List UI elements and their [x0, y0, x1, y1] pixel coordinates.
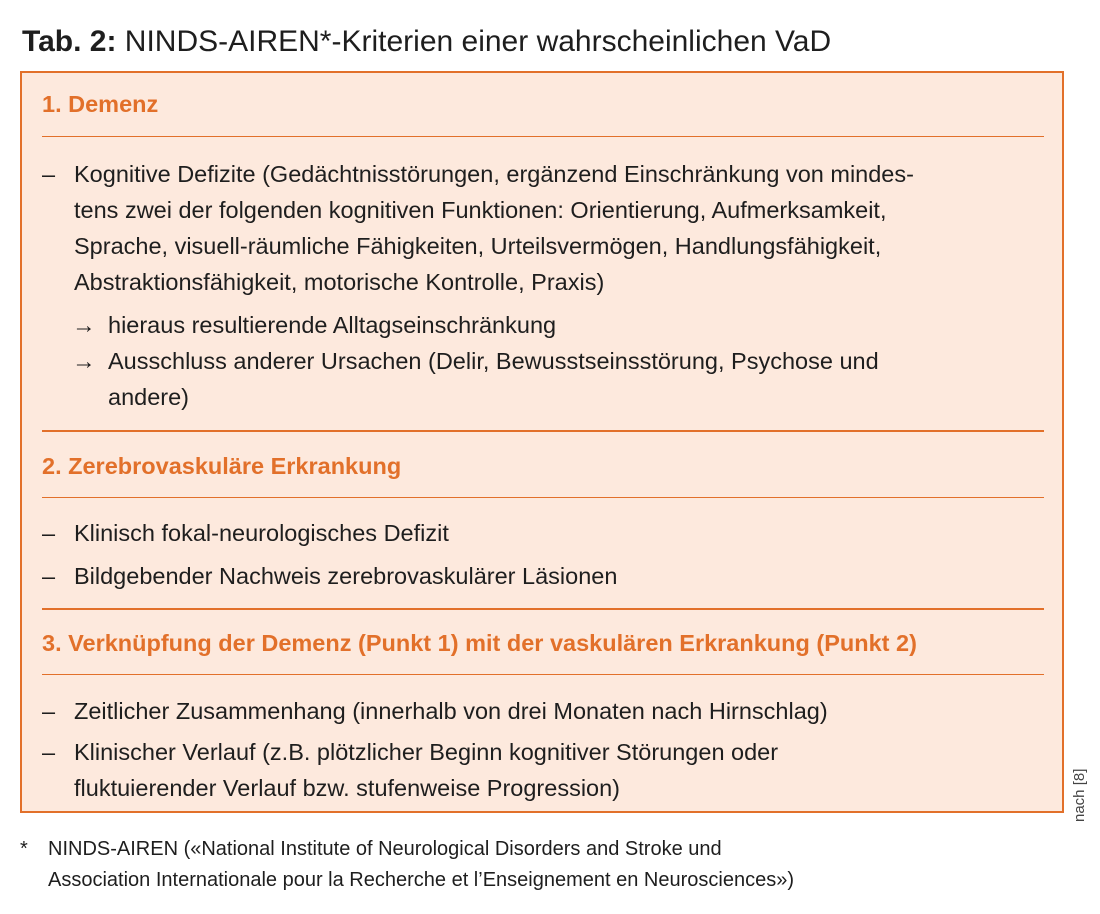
arrow-item-text: hieraus resultierende Alltagseinschränkung	[108, 312, 557, 338]
dash-marker: –	[42, 698, 56, 724]
section-divider	[42, 136, 1044, 137]
text-line: fluktuierender Verlauf bzw. stufenweise Progression)	[74, 775, 621, 801]
list-item-text: Zeitlicher Zusammenhang (innerhalb von drei Monaten nach Hirnschlag)	[74, 698, 828, 724]
section-divider	[42, 608, 1044, 610]
section-heading-demenz: 1. Demenz	[42, 91, 159, 117]
footnote-marker: *	[20, 838, 28, 860]
arrow-right-icon: →	[72, 348, 96, 374]
source-note: nach [8]	[1071, 768, 1088, 822]
text-line: NINDS-AIREN («National Institute of Neurological Disorders and Stroke und	[48, 838, 722, 860]
text-line: tens zwei der folgenden kognitiven Funktionen: Orientierung, Aufmerksamkeit,	[74, 197, 887, 223]
text-line: Sprache, visuell-räumliche Fähigkeiten, Urteilsvermögen, Handlungsfähigkeit,	[74, 233, 882, 259]
list-item-text: Klinisch fokal-neurologisches Defizit	[74, 520, 449, 546]
criteria-box	[20, 71, 1064, 813]
list-item-text	[74, 734, 1054, 806]
footnote-text	[48, 834, 1028, 896]
list-item-text: Bildgebender Nachweis zerebrovaskulärer Läsionen	[74, 563, 618, 589]
table-title-text: NINDS-AIREN*-Kriterien einer wahrscheinlichen VaD	[124, 25, 832, 58]
section-divider	[42, 430, 1044, 432]
text-line: Ausschluss anderer Ursachen (Delir, Bewusstseinsstörung, Psychose und	[108, 348, 879, 374]
text-line: andere)	[108, 384, 189, 410]
text-line: Klinischer Verlauf (z.B. plötzlicher Beginn kognitiver Störungen oder	[74, 739, 779, 765]
text-line: Abstraktionsfähigkeit, motorische Kontrolle, Praxis)	[74, 269, 605, 295]
text-line: Kognitive Defizite (Gedächtnisstörungen, ergänzend Einschränkung von mindes-	[74, 161, 914, 187]
section-heading-verknuepfung: 3. Verknüpfung der Demenz (Punkt 1) mit der vaskulären Erkrankung (Punkt 2)	[42, 630, 917, 656]
table-number: Tab. 2:	[22, 25, 117, 58]
arrow-right-icon: →	[72, 312, 96, 338]
section-divider	[42, 674, 1044, 675]
dash-marker: –	[42, 563, 56, 589]
dash-marker: –	[42, 161, 56, 187]
arrow-item-text	[108, 343, 1048, 415]
dash-marker: –	[42, 739, 56, 765]
list-item-text	[74, 156, 1054, 300]
section-heading-zerebrovaskulaer: 2. Zerebrovaskuläre Erkrankung	[42, 453, 402, 479]
table-title	[22, 22, 831, 62]
text-line: Association Internationale pour la Recherche et l’Enseignement en Neurosciences»)	[48, 869, 794, 891]
section-divider	[42, 497, 1044, 498]
dash-marker: –	[42, 520, 56, 546]
